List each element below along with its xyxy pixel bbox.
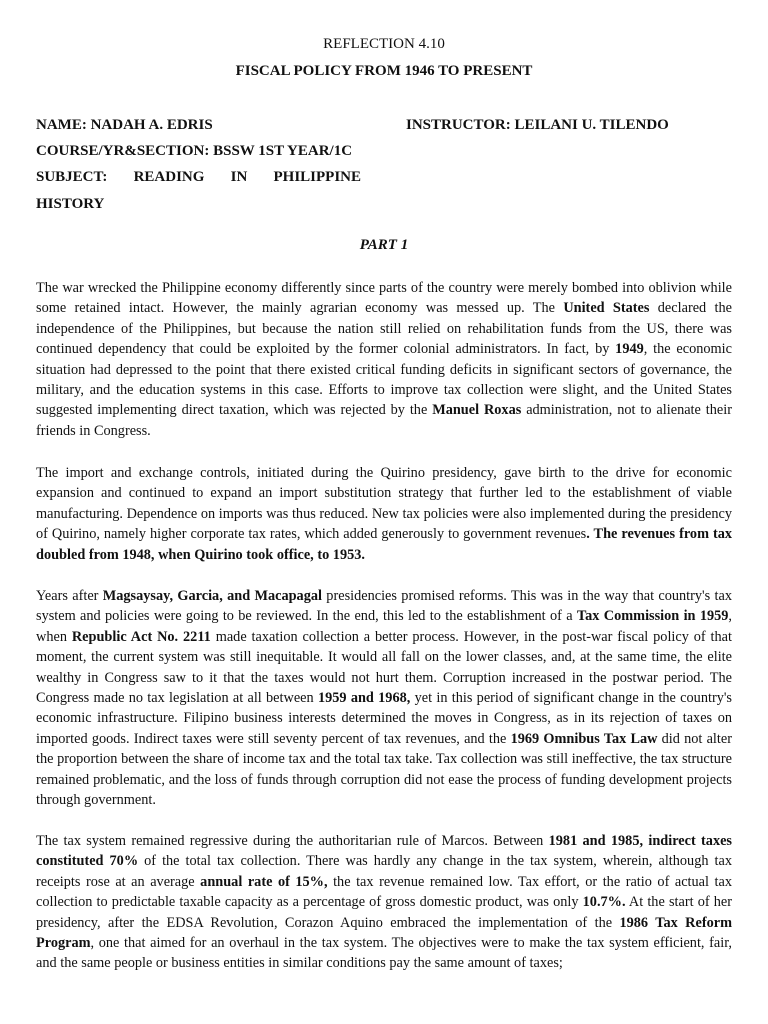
text-run: The war wrecked the Philippine economy differently since parts of the country were merely bombed into oblivion while some retained intact. However, the mainly agrarian economy was messed up. The <box>36 280 732 317</box>
student-name: NAME: NADAH A. EDRIS <box>36 117 213 133</box>
bold-text-run: annual rate of 15%, <box>200 873 328 890</box>
subject-line-continued: HISTORY <box>36 196 105 212</box>
bold-text-run: Manuel Roxas <box>432 402 522 419</box>
bold-text-run: . The revenues from tax doubled from 1948, when Quirino took office, to 1953. <box>36 526 733 563</box>
paragraph <box>36 831 732 974</box>
paragraph <box>36 463 732 565</box>
bold-text-run: 1981 and 1985, indirect taxes constituted 70% <box>36 833 732 870</box>
subject-word: SUBJECT: <box>36 169 108 185</box>
bold-text-run: Magsaysay, Garcia, and Macapagal <box>102 588 322 604</box>
subject-word: READING <box>133 169 205 185</box>
text-run: yet in this period of significant change in the country's economic infrastructure. Filipino business interests determined the moves in Congress, as in its rejection of taxes on imported goods. Indirect taxes were still seventy percent of tax revenues, and the <box>36 690 732 747</box>
bold-text-run: Tax Commission in 1959 <box>576 608 729 625</box>
part-heading: PART 1 <box>359 237 409 253</box>
text-run: , one that aimed for an overhaul in the tax system. The objectives were to make the tax system efficient, fair, and the same people or business entities in similar conditions pay the same amount of taxes; <box>36 935 732 972</box>
document-subtitle: FISCAL POLICY FROM 1946 TO PRESENT <box>235 63 533 79</box>
paragraph <box>36 278 732 441</box>
text-run: of the total tax collection. There was hardly any change in the tax system, wherein, although tax receipts rose at an average <box>36 853 732 890</box>
bold-text-run: 1949 <box>615 341 644 358</box>
bold-text-run: 1959 and 1968, <box>317 690 411 707</box>
document-title: REFLECTION 4.10 <box>323 36 445 52</box>
bold-text-run: Republic Act No. 2211 <box>71 628 211 645</box>
text-run: , the economic situation had depressed to the point that there existed critical funding deficits in significant sectors of governance, the military, and the education systems in this case. Efforts to improve tax collection were slight, and the United States suggested implementing direct taxation, which was rejected by the <box>36 341 733 419</box>
text-run: The import and exchange controls, initiated during the Quirino presidency, gave birth to the drive for economic expansion and continued to expand an import substitution strategy that further led to the establishment of viable manufacturing. Dependence on imports was thus reduced. New tax policies were also implemented during the presidency of Quirino, namely higher corporate tax rates, which added generously to government revenues <box>36 465 732 543</box>
text-run: declared the independence of the Philippines, but because the nation still relied on rehabilitation funds from the US, there was continued dependency that could be exploited by the former colonial administrators. In fact, by <box>36 300 732 358</box>
text-run: made taxation collection a better process. However, in the post-war fiscal policy of that moment, the current system was still inequitable. It would all fall on the lower classes, and, at the same time, the elite wealthy in Congress saw to it that the taxes would not hurt them. Corruption increased in the postwar period. The Congress made no tax legislation at all between <box>36 628 732 707</box>
bold-text-run: 1969 Omnibus Tax Law <box>510 730 658 747</box>
bold-text-run: 10.7%. <box>582 894 626 911</box>
text-run: presidencies promised reforms. This was in the way that country's tax system and policies were going to be reviewed. In the end, this led to the establishment of a <box>36 588 732 625</box>
text-run: the tax revenue remained low. Tax effort, or the ratio of actual tax collection to predictable taxable capacity as a percentage of gross domestic product, was only <box>36 873 732 911</box>
text-run: administration, not to alienate their friends in Congress. <box>36 402 732 439</box>
bold-text-run: 1986 Tax Reform Program <box>36 914 732 952</box>
text-run: The tax system remained regressive during the authoritarian rule of Marcos. Between <box>36 833 549 849</box>
bold-text-run: United States <box>563 300 650 317</box>
instructor-name: INSTRUCTOR: LEILANI U. TILENDO <box>406 117 669 133</box>
text-run: Years after <box>36 588 103 604</box>
subject-word: PHILIPPINE <box>273 169 361 185</box>
paragraph <box>36 586 732 810</box>
text-run: did not alter the proportion between the share of income tax and the total tax take. Tax collection was still ineffective, the tax structure remained problematic, and the loss of funds through corruption did not ease the process of funding development projects through government. <box>36 730 732 809</box>
text-run: , when <box>36 608 732 645</box>
text-run: At the start of her presidency, after the EDSA Revolution, Corazon Aquino embraced the implementation of the <box>36 894 733 931</box>
course-section: COURSE/YR&SECTION: BSSW 1ST YEAR/1C <box>36 143 353 159</box>
subject-word: IN <box>230 169 248 185</box>
subject-line <box>36 169 361 186</box>
